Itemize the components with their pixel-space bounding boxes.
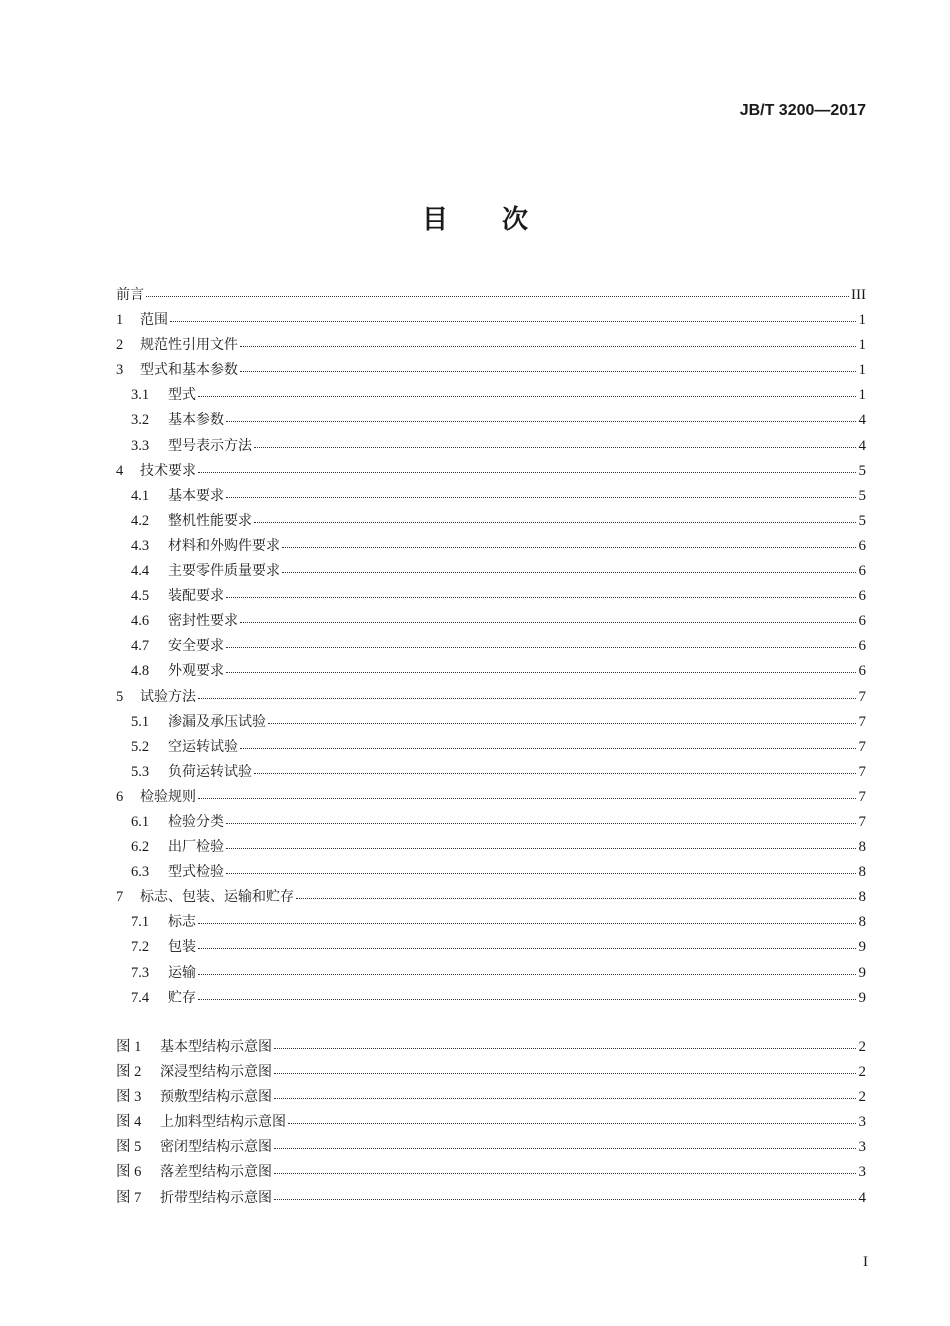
entry-page: 4 [858,1189,866,1206]
figure-entry[interactable] [116,1060,866,1085]
toc-entry[interactable] [116,459,866,484]
figure-entry[interactable] [116,1035,866,1060]
entry-label: 装配要求 [168,588,224,605]
toc-entry[interactable] [116,408,866,433]
dot-leader [254,510,856,523]
entry-page: 9 [858,964,866,981]
toc-entry[interactable] [116,860,866,885]
entry-page: 2 [858,1039,866,1055]
table-of-contents [116,283,866,1011]
dot-leader [226,485,856,498]
entry-number: 4.8 [131,663,150,680]
entry-number: 4.2 [131,512,150,529]
entry-label: 范围 [140,312,168,329]
entry-page: 5 [858,462,866,479]
entry-label: 上加料型结构示意图 [160,1114,286,1131]
entry-page: 6 [858,588,866,605]
entry-label: 基本型结构示意图 [160,1039,272,1055]
entry-number: 7.2 [131,939,150,956]
figure-entry[interactable] [116,1110,866,1135]
dot-leader [198,911,856,924]
entry-page: 3 [858,1114,866,1131]
dot-leader [198,962,856,975]
toc-entry[interactable] [116,760,866,785]
entry-label: 型式和基本参数 [140,362,238,379]
entry-label: 规范性引用文件 [140,337,238,354]
toc-entry[interactable] [116,986,866,1011]
toc-entry[interactable] [116,685,866,710]
entry-number: 4.7 [131,638,150,655]
toc-entry[interactable] [116,609,866,634]
dot-leader [240,334,856,347]
dot-leader [254,761,856,774]
entry-number: 图 4 [116,1114,142,1131]
entry-page: 5 [858,487,866,504]
entry-number: 6.2 [131,839,150,856]
entry-label: 负荷运转试验 [168,763,252,780]
entry-number: 图 2 [116,1064,142,1081]
entry-label: 渗漏及承压试验 [168,713,266,730]
toc-entry[interactable] [116,810,866,835]
entry-page: 5 [858,512,866,529]
entry-label: 深浸型结构示意图 [160,1064,272,1081]
entry-label: 基本参数 [168,412,224,429]
entry-label: 安全要求 [168,638,224,655]
entry-number: 4 [116,462,124,479]
entry-page: 2 [858,1064,866,1081]
toc-entry[interactable] [116,383,866,408]
dot-leader [274,1061,856,1074]
dot-leader [226,635,856,648]
dot-leader [226,811,856,824]
toc-entry[interactable] [116,333,866,358]
entry-number: 5.3 [131,763,150,780]
entry-number: 7.3 [131,964,150,981]
toc-entry[interactable] [116,559,866,584]
entry-label: 试验方法 [140,688,196,705]
entry-number: 7.4 [131,989,150,1006]
dot-leader [282,560,856,573]
figure-entry[interactable] [116,1085,866,1110]
entry-page: 7 [858,788,866,805]
dot-leader [226,409,856,422]
entry-page: 2 [858,1089,866,1106]
dot-leader [198,686,856,699]
entry-page: 3 [858,1164,866,1181]
figure-list [116,1035,866,1211]
entry-page: 4 [858,437,866,454]
entry-page: 7 [858,738,866,755]
dot-leader [198,460,856,473]
page-title [0,203,950,237]
figure-entry[interactable] [116,1186,866,1211]
entry-page: 6 [858,613,866,630]
entry-number: 5.1 [131,713,150,730]
entry-number: 6.3 [131,864,150,881]
dot-leader [198,786,856,799]
entry-number: 图 3 [116,1089,142,1106]
dot-leader [296,886,856,899]
toc-entry[interactable] [116,358,866,383]
entry-label: 出厂检验 [168,839,224,856]
entry-label: 主要零件质量要求 [168,563,280,580]
dot-leader [198,936,856,949]
entry-page: 8 [858,864,866,881]
dot-leader [274,1086,856,1099]
dot-leader [146,284,849,297]
entry-number: 5.2 [131,738,150,755]
figure-entry[interactable] [116,1135,866,1160]
entry-label: 密封性要求 [168,613,238,630]
dot-leader [268,711,856,724]
entry-page: 1 [858,362,866,379]
toc-entry[interactable] [116,835,866,860]
entry-label: 包装 [168,939,196,956]
entry-number: 3.3 [131,437,150,454]
entry-label: 型号表示方法 [168,437,252,454]
entry-page: 4 [858,412,866,429]
entry-label: 整机性能要求 [168,512,252,529]
entry-number: 图 1 [116,1039,142,1055]
toc-entry[interactable] [116,484,866,509]
toc-entry[interactable] [116,935,866,960]
entry-label: 密闭型结构示意图 [160,1139,272,1156]
entry-page: 7 [858,763,866,780]
dot-leader [274,1036,856,1049]
title-char-1: 目 [421,205,448,235]
entry-number: 图 5 [116,1139,142,1156]
entry-page: 6 [858,638,866,655]
entry-page: 7 [858,813,866,830]
entry-label: 型式检验 [168,864,224,881]
entry-label: 材料和外购件要求 [168,537,280,554]
entry-label: 折带型结构示意图 [160,1189,272,1206]
entry-page: 1 [858,337,866,354]
dot-leader [274,1187,856,1200]
entry-number: 7.1 [131,914,150,931]
toc-entry[interactable] [116,434,866,459]
toc-entry[interactable] [116,308,866,333]
dot-leader [254,435,856,448]
dot-leader [240,610,856,623]
toc-entry[interactable] [116,659,866,684]
toc-entry[interactable] [116,634,866,659]
dot-leader [240,736,856,749]
entry-number: 2 [116,337,124,354]
entry-label: 外观要求 [168,663,224,680]
entry-label: 检验分类 [168,813,224,830]
dot-leader [226,585,856,598]
entry-page: 1 [858,387,866,404]
entry-number: 3.1 [131,387,150,404]
dot-leader [274,1161,856,1174]
dot-leader [282,535,856,548]
toc-entry[interactable] [116,785,866,810]
dot-leader [198,384,856,397]
entry-page: 1 [858,312,866,329]
dot-leader [274,1136,856,1149]
toc-entry[interactable] [116,735,866,760]
entry-label: 标志、包装、运输和贮存 [140,889,294,906]
entry-page: 3 [858,1139,866,1156]
entry-page: III [851,287,866,303]
entry-label: 预敷型结构示意图 [160,1089,272,1106]
entry-label: 前言 [116,287,144,303]
entry-label: 标志 [168,914,196,931]
dot-leader [226,660,856,673]
dot-leader [226,836,856,849]
entry-page: 8 [858,839,866,856]
entry-page: 7 [858,688,866,705]
figure-entry[interactable] [116,1160,866,1185]
entry-label: 检验规则 [140,788,196,805]
entry-label: 贮存 [168,989,196,1006]
entry-page: 8 [858,914,866,931]
title-char-2: 次 [502,205,529,235]
entry-page: 6 [858,537,866,554]
toc-entry[interactable] [116,584,866,609]
dot-leader [288,1111,856,1124]
dot-leader [170,309,856,322]
entry-page: 8 [858,889,866,906]
entry-label: 型式 [168,387,196,404]
entry-number: 4.6 [131,613,150,630]
entry-number: 7 [116,889,124,906]
entry-label: 空运转试验 [168,738,238,755]
dot-leader [198,987,856,1000]
entry-number: 6 [116,788,124,805]
entry-number: 5 [116,688,124,705]
toc-entry[interactable] [116,509,866,534]
entry-number: 4.3 [131,537,150,554]
entry-page: 6 [858,563,866,580]
dot-leader [240,359,856,372]
entry-label: 技术要求 [140,462,196,479]
entry-number: 6.1 [131,813,150,830]
toc-entry[interactable] [116,283,866,308]
toc-entry[interactable] [116,710,866,735]
entry-number: 3 [116,362,124,379]
toc-entry[interactable] [116,885,866,910]
entry-number: 4.1 [131,487,150,504]
entry-page: 6 [858,663,866,680]
entry-label: 运输 [168,964,196,981]
entry-number: 4.4 [131,563,150,580]
entry-number: 图 7 [116,1189,142,1206]
page-number: I [863,1254,868,1270]
toc-entry[interactable] [116,961,866,986]
toc-entry[interactable] [116,910,866,935]
entry-number: 3.2 [131,412,150,429]
dot-leader [226,861,856,874]
entry-page: 9 [858,989,866,1006]
entry-label: 落差型结构示意图 [160,1164,272,1181]
entry-label: 基本要求 [168,487,224,504]
standard-code: JB/T 3200—2017 [739,102,866,119]
entry-number: 4.5 [131,588,150,605]
entry-page: 7 [858,713,866,730]
toc-entry[interactable] [116,534,866,559]
entry-number: 图 6 [116,1164,142,1181]
entry-page: 9 [858,939,866,956]
entry-number: 1 [116,312,124,329]
